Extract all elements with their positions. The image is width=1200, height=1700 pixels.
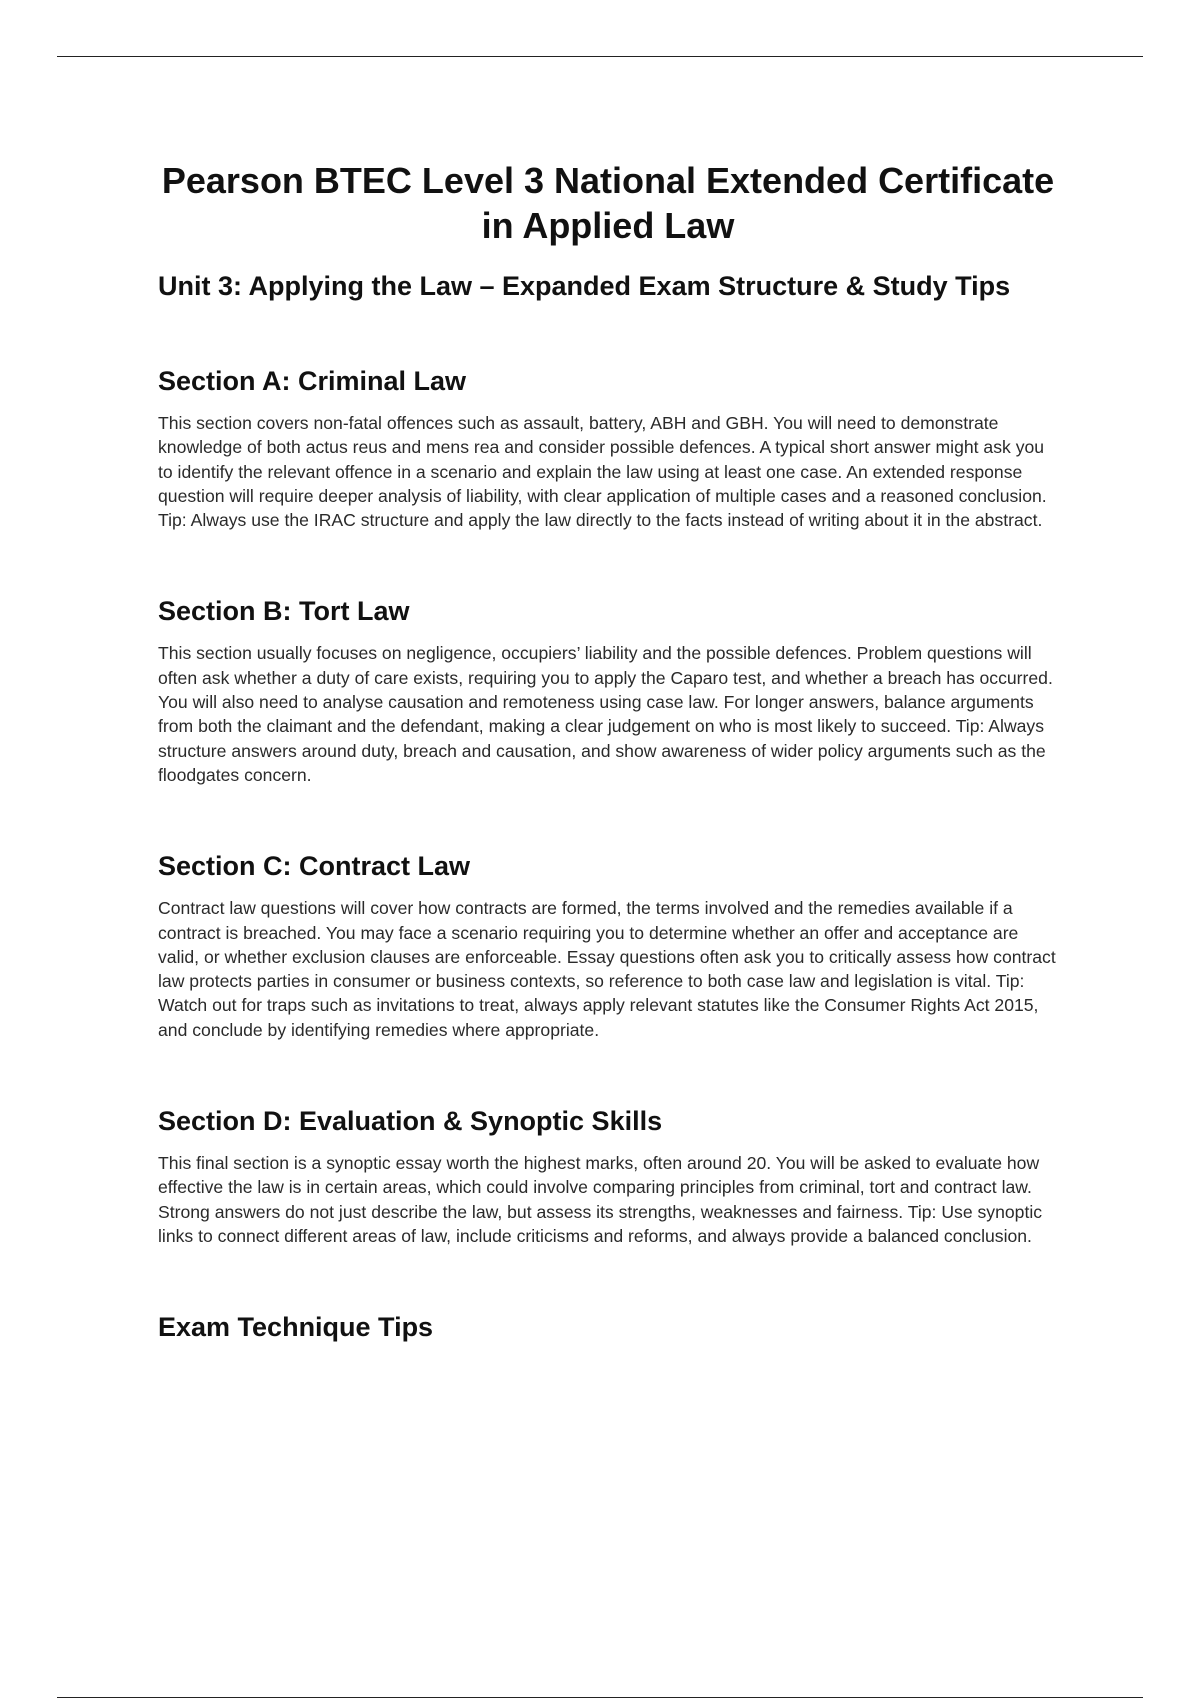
section-criminal-law	[158, 364, 1058, 532]
section-contract-law	[158, 849, 1058, 1042]
section-heading: Exam Technique Tips	[158, 1312, 434, 1343]
section-body: This final section is a synoptic essay worth the highest marks, often around 20. You will be asked to evaluate how effective the law is in certain areas, which could involve comparing principles from criminal, tort and contract law. Strong answers do not just describe the law, but assess its strengths, weaknesses and fairness. Tip: Use synoptic links to connect different areas of law, include criticisms and reforms, and always provide a balanced conclusion.	[158, 1153, 1043, 1246]
unit-title: Unit 3: Applying the Law – Expanded Exam Structure & Study Tips	[158, 271, 1011, 301]
section-heading: Section A: Criminal Law	[158, 366, 467, 396]
section-heading: Section D: Evaluation & Synoptic Skills	[158, 1106, 663, 1137]
section-evaluation-synoptic	[158, 1104, 1058, 1248]
section-heading: Section C: Contract Law	[158, 851, 471, 882]
section-body: Contract law questions will cover how contracts are formed, the terms involved and the remedies available if a contract is breached. You may face a scenario requiring you to determine whether an offer and acceptance are valid, or whether exclusion clauses are enforceable. Essay questions often ask you to critically assess how contract law protects parties in consumer or business contexts, so reference to both case law and legislation is vital. Tip: Watch out for traps such as invitations to treat, always apply relevant statutes like the Consumer Rights Act 2015, and conclude by identifying remedies where appropriate.	[158, 898, 1056, 1040]
section-tort-law	[158, 594, 1058, 787]
section-exam-technique-tips	[158, 1310, 1058, 1344]
section-body: This section covers non-fatal offences such as assault, battery, ABH and GBH. You will need to demonstrate knowledge of both actus reus and mens rea and consider possible defences. A typical short answer might ask you to identify the relevant offence in a scenario and explain the law using at least one case. An extended response question will require deeper analysis of liability, with clear application of multiple cases and a reasoned conclusion. Tip: Always use the IRAC structure and apply the law directly to the facts instead of writing about it in the abstract.	[158, 413, 1047, 531]
document-title: Pearson BTEC Level 3 National Extended Certificate in Applied Law	[161, 160, 1055, 246]
bottom-rule	[57, 1697, 1143, 1698]
section-heading: Section B: Tort Law	[158, 596, 410, 627]
page-content	[158, 158, 1058, 1344]
section-body: This section usually focuses on negligence, occupiers’ liability and the possible defences. Problem questions will often ask whether a duty of care exists, requiring you to apply the Caparo test, and whether a breach has occurred. You will also need to analyse causation and remoteness using case law. For longer answers, balance arguments from both the claimant and the defendant, making a clear judgement on who is most likely to succeed. Tip: Always structure answers around duty, breach and causation, and show awareness of wider policy arguments such as the floodgates concern.	[158, 643, 1053, 785]
top-rule	[57, 56, 1143, 57]
